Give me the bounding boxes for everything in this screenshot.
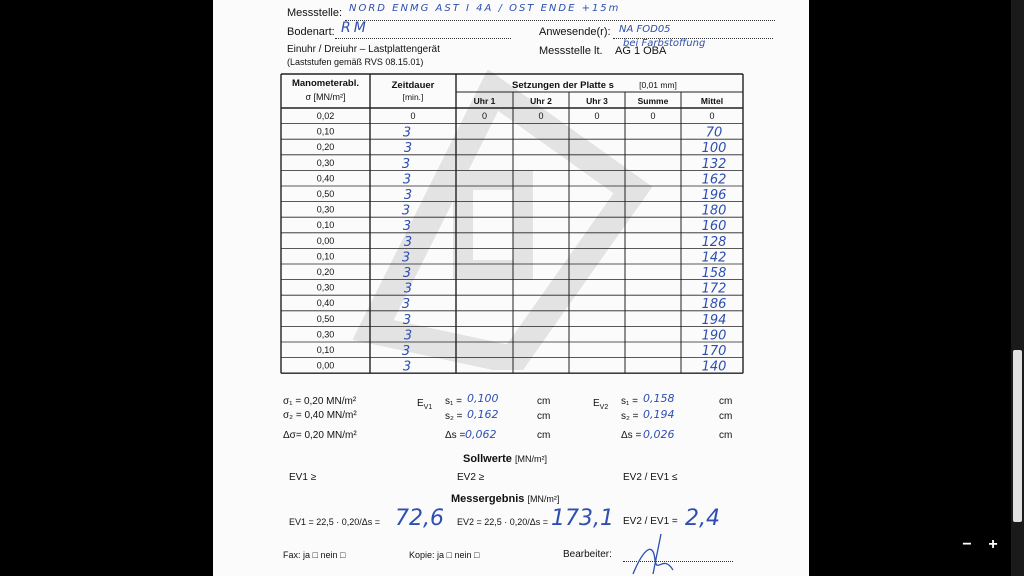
messstelle-lt-value: AG 1 OBA: [615, 45, 667, 57]
cell-value: 0: [538, 111, 544, 121]
cell-sigma: 0,20: [316, 142, 335, 153]
cell-zeit-handwritten: 3: [401, 203, 411, 219]
cell-mittel-handwritten: 172: [701, 281, 727, 297]
cell-sigma: 0,50: [316, 313, 335, 324]
cell-zeit-handwritten: 3: [403, 234, 413, 250]
cell-zeit-handwritten: 3: [401, 344, 411, 359]
cell-zeit-handwritten: 3: [401, 250, 411, 266]
ev2-ds-unit: cm: [719, 430, 733, 441]
cell-mittel-handwritten: 132: [701, 156, 727, 172]
cell-mittel-handwritten: 194: [701, 312, 727, 328]
cell-zeit-handwritten: 3: [402, 172, 412, 188]
cell-sigma: 0,30: [316, 157, 335, 168]
cell-mittel-handwritten: 162: [701, 172, 727, 188]
ev2-s1-unit: cm: [719, 396, 733, 407]
sollwerte-ev2: EV2 ≥: [457, 472, 485, 483]
ev1-s2-label: s₂ =: [445, 411, 463, 422]
ev1-s2-unit: cm: [537, 411, 551, 422]
cell-sigma: 0,40: [316, 298, 335, 309]
kopie-field: Kopie: ja □ nein □: [409, 550, 480, 560]
cell-sigma: 0,00: [316, 360, 335, 371]
cell-mittel-handwritten: 196: [701, 188, 727, 203]
ev1-s2-value: 0,162: [467, 408, 499, 421]
messergebnis-title: Messergebnis [MN/m²]: [451, 493, 560, 505]
bearbeiter-label: Bearbeiter:: [563, 549, 612, 560]
ev1-s1-value: 0,100: [467, 392, 499, 405]
subheader-2: Uhr 2: [530, 96, 552, 106]
subheader-3: Uhr 3: [586, 96, 608, 106]
ev2-s1-value: 0,158: [643, 392, 675, 405]
ev2-ds-value: 0,026: [643, 428, 675, 441]
messstelle-value: NORD ENMG AST I 4A / OST ENDE +15m: [349, 3, 621, 14]
messstelle-lt-label: Messstelle lt.: [539, 45, 603, 57]
document-page: [213, 0, 809, 576]
cell-zeit-handwritten: 3: [403, 281, 413, 297]
cell-zeit-handwritten: 3: [402, 266, 412, 281]
cell-zeit-handwritten: 3: [402, 312, 412, 328]
cell-zeit-handwritten: 3: [401, 156, 411, 172]
cell-sigma: 0,10: [316, 220, 335, 231]
ev1-label: $E_{V1}$: [417, 398, 433, 411]
zoom-in-button[interactable]: +: [988, 536, 998, 553]
header-setzungen-unit: [0,01 mm]: [639, 80, 677, 90]
cell-value: 0: [594, 111, 600, 121]
ev2-ds-label: Δs =: [621, 430, 642, 441]
cell-sigma: 0,40: [316, 173, 335, 184]
cell-zeit-handwritten: 3: [402, 125, 412, 141]
cell-mittel-handwritten: 100: [701, 141, 727, 157]
anwesende-value: NA FOD05: [619, 24, 671, 35]
bodenart-value: RM: [341, 20, 369, 36]
cell-mittel-handwritten: 186: [701, 297, 727, 313]
ev2-s2-unit: cm: [719, 411, 733, 422]
messergebnis-ratio-label: EV2 / EV1 =: [623, 516, 678, 527]
zoom-out-button[interactable]: −: [962, 536, 972, 553]
cell-sigma: 0,02: [316, 111, 335, 121]
cell-value: 0: [481, 111, 488, 121]
cell-sigma: 0,30: [316, 204, 335, 215]
messergebnis-ev1-formula: EV1 = 22,5 · 0,20/Δs =: [289, 517, 381, 527]
ev1-ds-unit: cm: [537, 430, 551, 441]
sollwerte-ev1: EV1 ≥: [289, 472, 317, 483]
cell-sigma: 0,50: [316, 189, 335, 199]
cell-zeit-handwritten: 3: [402, 219, 412, 235]
scrollbar-thumb[interactable]: [1013, 350, 1022, 522]
sigma2: σ₂ = 0,40 MN/m²: [283, 410, 357, 421]
header-manometer: Manometerabl.: [291, 78, 360, 89]
cell-value: 0: [709, 111, 715, 121]
cell-mittel-handwritten: 70: [705, 125, 723, 141]
ev2-s2-label: s₂ =: [621, 411, 639, 422]
messergebnis-ev1-value: 72,6: [395, 506, 444, 531]
messergebnis-ratio-value: 2,4: [685, 506, 720, 531]
header-sigma-unit: σ [MN/m²]: [305, 92, 346, 102]
ev2-label: $E_{V2}$: [593, 398, 609, 411]
cell-mittel-handwritten: 180: [701, 203, 727, 219]
fax-field: Fax: ja □ nein □: [283, 550, 346, 560]
geraet-line1: Einuhr / Dreiuhr – Lastplattengerät: [287, 44, 440, 55]
header-setzungen: Setzungen der Platte s: [512, 80, 614, 91]
messergebnis-ev2-formula: EV2 = 22,5 · 0,20/Δs =: [457, 517, 549, 527]
cell-zeit-handwritten: 3: [402, 359, 412, 375]
cell-mittel-handwritten: 170: [701, 344, 727, 359]
ev1-s1-unit: cm: [537, 396, 551, 407]
delta-sigma: Δσ= 0,20 MN/m²: [283, 430, 357, 441]
signature: [613, 530, 693, 576]
header-zeit-unit: [min.]: [402, 92, 424, 102]
settlement-table: [213, 0, 809, 576]
cell-sigma: 0,10: [316, 251, 335, 262]
geraet-line2: (Laststufen gemäß RVS 08.15.01): [287, 57, 424, 67]
cell-sigma: 0,20: [316, 267, 335, 277]
sollwerte-title: Sollwerte [MN/m²]: [463, 453, 547, 465]
cell-mittel-handwritten: 158: [701, 266, 727, 281]
ev1-s1-label: s₁ =: [445, 396, 462, 407]
sigma1: σ₁ = 0,20 MN/m²: [283, 396, 357, 407]
cell-value: 0: [650, 111, 656, 121]
cell-zeit: 0: [410, 111, 416, 121]
cell-mittel-handwritten: 190: [701, 328, 727, 344]
subheader-4: Summe: [637, 96, 669, 106]
messstelle-lt-handwritten: bei Farbstoffung: [623, 38, 706, 49]
cell-sigma: 0,10: [316, 345, 335, 355]
ev1-ds-label: Δs =: [445, 430, 466, 441]
sollwerte-ratio: EV2 / EV1 ≤: [623, 472, 678, 483]
ev1-ds-value: 0,062: [465, 428, 497, 441]
messergebnis-ev2-value: 173,1: [551, 506, 614, 531]
cell-mittel-handwritten: 128: [701, 234, 727, 250]
cell-mittel-handwritten: 140: [701, 359, 727, 375]
ev2-s1-label: s₁ =: [621, 396, 638, 407]
cell-sigma: 0,30: [316, 282, 335, 293]
cell-zeit-handwritten: 3: [403, 328, 413, 344]
cell-mittel-handwritten: 142: [701, 250, 727, 266]
cell-sigma: 0,10: [316, 126, 335, 137]
cell-sigma: 0,30: [316, 329, 335, 340]
bodenart-label: Bodenart:: [287, 26, 335, 38]
cell-zeit-handwritten: 3: [403, 188, 413, 203]
cell-zeit-handwritten: 3: [401, 297, 411, 313]
cell-sigma: 0,00: [316, 235, 335, 246]
cell-mittel-handwritten: 160: [701, 219, 727, 235]
subheader-1: Uhr 1: [473, 96, 496, 106]
messstelle-label: Messstelle:: [287, 7, 343, 19]
cell-zeit-handwritten: 3: [403, 141, 413, 157]
ev2-s2-value: 0,194: [643, 408, 675, 421]
anwesende-label: Anwesende(r):: [539, 26, 611, 38]
header-zeitdauer: Zeitdauer: [391, 80, 435, 91]
subheader-5: Mittel: [700, 96, 724, 106]
